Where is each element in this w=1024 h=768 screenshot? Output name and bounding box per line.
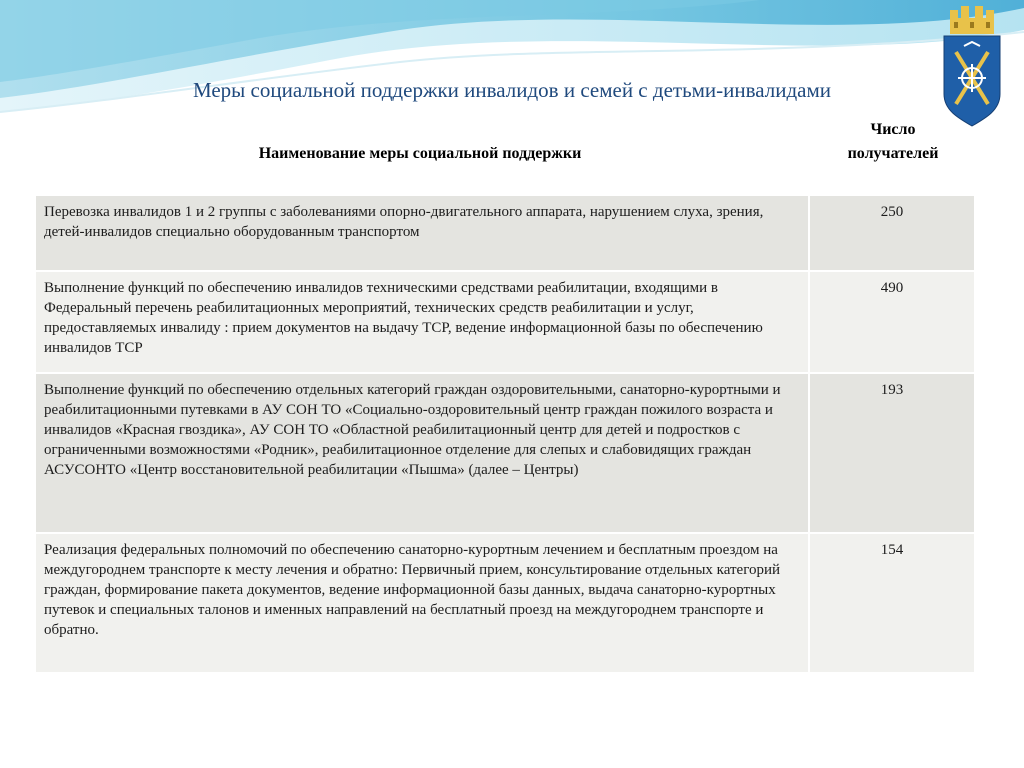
slide-title: Меры социальной поддержки инвалидов и семей с детьми-инвалидами — [192, 78, 832, 102]
measure-name: Перевозка инвалидов 1 и 2 группы с заболеваниями опорно-двигательного аппарата, нарушением слуха, зрения, детей-инвалидов специально оборудованным транспортом — [36, 196, 808, 270]
measure-name: Выполнение функций по обеспечению инвалидов техническими средствами реабилитации, входящими в Федеральный перечень реабилитационных мероприятий, технических средств реабилитации и услуг, предоставляемых инвалиду : прием документов на выдачу ТСР, ведение информационной базы по обеспечению инвалидов ТСР — [36, 272, 808, 372]
measure-name: Выполнение функций по обеспечению отдельных категорий граждан оздоровительными, санаторно-курортными и реабилитационными путевками в АУ СОН ТО «Социально-оздоровительный центр граждан пожилого возраста и инвалидов «Красная гвоздика», АУ СОН ТО «Областной реабилитационный центр для детей и подростков с ограниченными возможностями «Родник», реабилитационное отделение для слепых и слабовидящих граждан АСУСОНТО «Центр восстановительной реабилитации «Пышма» (далее – Центры) — [36, 374, 808, 532]
table-row — [36, 272, 974, 372]
header-wave — [0, 0, 1024, 125]
table-row — [36, 534, 974, 672]
recipient-count: 193 — [810, 374, 974, 532]
recipient-count: 490 — [810, 272, 974, 372]
table-row — [36, 196, 974, 270]
column-header-name: Наименование меры социальной поддержки — [258, 145, 582, 162]
measures-table — [34, 194, 976, 674]
column-header-count-line1: Число — [870, 121, 916, 138]
column-header-count-line2: получателей — [847, 145, 939, 162]
table-row — [36, 374, 974, 532]
coat-of-arms-icon — [942, 2, 1002, 128]
recipient-count: 154 — [810, 534, 974, 672]
recipient-count: 250 — [810, 196, 974, 270]
measure-name: Реализация федеральных полномочий по обеспечению санаторно-курортным лечением и бесплатным проездом на междугороднем транспорте к месту лечения и обратно: Первичный прием, консультирование отдельных категорий граждан, формирование пакета документов, ведение информационной базы данных, выдача санаторно-курортных путевок и специальных талонов и именных направлений на бесплатный проезд на междугороднем транспорте и обратно. — [36, 534, 808, 672]
